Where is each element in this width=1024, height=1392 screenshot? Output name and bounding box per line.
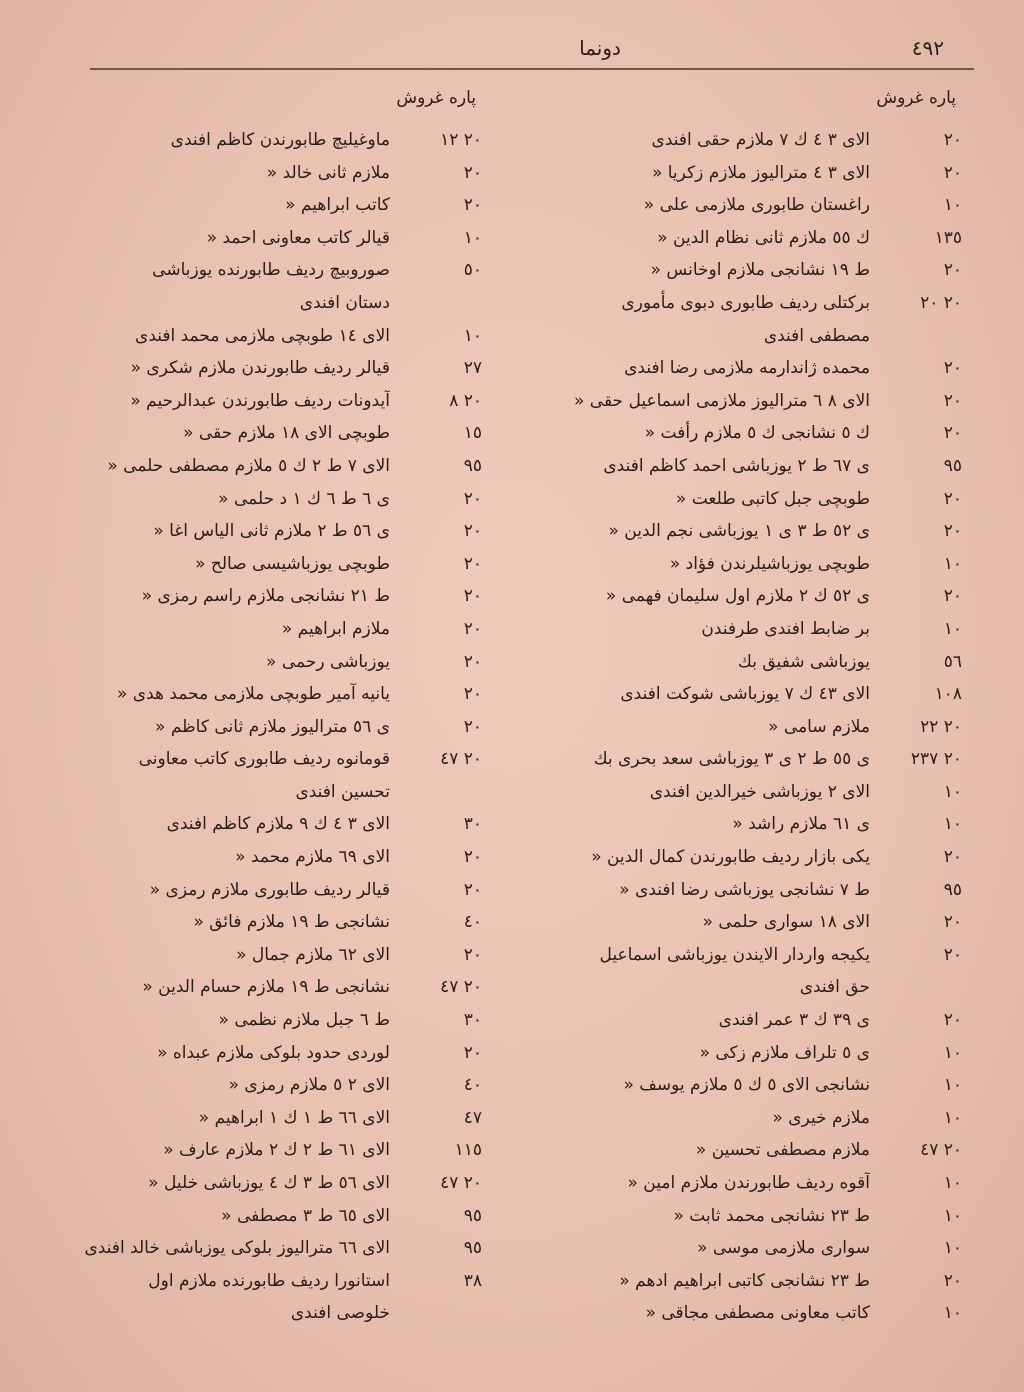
entry-text: ط ٦ جبل ملازم نظمی « [218, 1010, 390, 1031]
entry-text: سواری ملازمی موسی « [697, 1238, 870, 1259]
entry-text: ط ٧ نشانجی یوزباشی رضا افندی « [619, 879, 870, 900]
entry-text: الای ٦٦ ط ١ ك ١ ابراهیم « [198, 1107, 390, 1128]
list-item [52, 483, 482, 516]
list-item [52, 971, 482, 1004]
list-item [52, 613, 482, 646]
list-item [510, 808, 962, 841]
amount: ٢٠ [463, 521, 482, 542]
amount: ١٠ [943, 1075, 962, 1096]
list-item [510, 483, 962, 516]
amount: ٤٧ [463, 1107, 482, 1128]
amount: ٣٨ [463, 1270, 482, 1291]
entry-text: ی ٥ تلراف ملازم زکی « [699, 1042, 870, 1063]
entry-text: یکی بازار ردیف طابورندن کمال الدین « [591, 847, 870, 868]
entry-text: ملازم ابراهیم « [281, 618, 390, 639]
amount: ١١٥ [454, 1140, 482, 1161]
amount: ٩٥ [463, 1205, 482, 1226]
list-item [510, 874, 962, 907]
amount: ٢٠ [943, 586, 962, 607]
entry-text: الای ٢ ٥ ملازم رمزی « [228, 1075, 390, 1096]
amount: ٢٠ [463, 684, 482, 705]
amount: ٣٠ [463, 1010, 482, 1031]
entry-text: یکیجه واردار الایندن یوزباشی اسماعیل [599, 944, 870, 965]
list-item [52, 808, 482, 841]
page-header [80, 28, 944, 72]
amount: ٢٠ [463, 1042, 482, 1063]
entry-text: راغستان طابوری ملازمی علی « [643, 195, 870, 216]
list-item [52, 1004, 482, 1037]
list-item [52, 939, 482, 972]
amount: ٤٠ [463, 912, 482, 933]
entry-text: آیدونات ردیف طابورندن عبدالرحیم « [130, 390, 390, 411]
list-item [52, 646, 482, 679]
amount: ٢٠ ٢٠ [920, 292, 962, 313]
amount: ١٠ [463, 325, 482, 346]
amount: ٣٠ [463, 814, 482, 835]
amount: ١٠ [943, 781, 962, 802]
entry-text: ی ٥٦ ط ٢ ملازم ثانی الیاس اغا « [153, 521, 390, 542]
entry-text: الای ٦٥ ط ٣ مصطفی « [221, 1205, 390, 1226]
entry-text: الای ٦٦ مترالیوز بلوکی یوزباشی خالد افندی [84, 1238, 390, 1259]
entry-text: خلوصی افندی [290, 1303, 390, 1324]
list-item [510, 1134, 962, 1167]
list-item [52, 1167, 482, 1200]
entry-text: طوبچی الای ١٨ ملازم حقی « [183, 423, 390, 444]
list-item [510, 1200, 962, 1233]
amount: ٢٠ [463, 586, 482, 607]
list-item [52, 417, 482, 450]
amount: ٢٠ [463, 847, 482, 868]
list-item [510, 222, 962, 255]
left-column [52, 88, 482, 1330]
left-column-rows [52, 124, 482, 1330]
entry-text: طوبچی جبل کاتبی طلعت « [675, 488, 870, 509]
list-item [52, 1134, 482, 1167]
entry-text: ملازم ثانی خالد « [266, 162, 390, 183]
amount: ٢٠ [943, 521, 962, 542]
amount: ١٠ [943, 1303, 962, 1324]
entry-text: ط ١٩ نشانجی ملازم اوخانس « [650, 260, 870, 281]
list-item [510, 1102, 962, 1135]
list-item [510, 580, 962, 613]
amount: ٢٠ ١٢ [440, 130, 482, 150]
entry-text: ی ٥٢ ك ٢ ملازم اول سلیمان فهمی « [605, 586, 870, 607]
list-item [52, 580, 482, 613]
list-item [510, 385, 962, 418]
entry-text: یوزباشی رحمی « [266, 651, 390, 672]
amount: ٢٠ ٢٣٧ [910, 749, 962, 770]
list-item [510, 254, 962, 287]
amount: ١٠ [943, 1107, 962, 1128]
list-item [510, 1297, 962, 1330]
entry-text: آقوه ردیف طابورندن ملازم امین « [627, 1173, 870, 1193]
list-item [510, 450, 962, 483]
entry-text: مصطفی افندی [763, 325, 870, 346]
entry-text: ی ٣٩ ك ٣ عمر افندی [718, 1010, 870, 1031]
entry-text: دستان افندی [299, 292, 390, 313]
list-item [52, 776, 482, 809]
amount: ٩٥ [943, 879, 962, 900]
entry-text: طوبچی یوزباشیسی صالح « [195, 553, 390, 574]
header-rule [90, 68, 974, 70]
entry-text: محمده ژاندارمه ملازمی رضا افندی [624, 358, 870, 379]
list-item [510, 1069, 962, 1102]
amount: ٢٠ [943, 912, 962, 933]
list-item [510, 711, 962, 744]
amount: ٤٠ [463, 1075, 482, 1096]
amount: ٢٠ ٤٧ [440, 749, 482, 770]
amount: ١٠ [943, 1238, 962, 1259]
amount: ٢٠ [463, 618, 482, 639]
page-number: ٤٩٢ [911, 36, 944, 60]
list-item [52, 1069, 482, 1102]
list-item [52, 1297, 482, 1330]
amount: ٢٠ [943, 847, 962, 868]
entry-text: الای ٣ ٤ مترالیوز ملازم زکریا « [651, 162, 870, 183]
entry-text: حق افندی [799, 977, 870, 998]
list-item [510, 189, 962, 222]
amount: ٢٠ ٤٧ [440, 1173, 482, 1193]
list-item [52, 678, 482, 711]
list-item [510, 287, 962, 320]
amount: ٢٠ ٤٧ [920, 1140, 962, 1161]
entry-text: یوزباشی شفیق بك [737, 651, 870, 672]
entry-text: الای ٣ ٤ ك ٩ ملازم کاظم افندی [166, 814, 390, 835]
list-item [510, 646, 962, 679]
amount: ١٠ [463, 227, 482, 248]
amount: ١٠ [943, 814, 962, 835]
entry-text: الای ٨ ٦ مترالیوز ملازمی اسماعیل حقی « [573, 390, 870, 411]
entry-text: الای ٦٢ ملازم جمال « [236, 944, 390, 965]
entry-text: تحسین افندی [295, 781, 390, 802]
entry-text: ی ٥٥ ط ٢ ی ٣ یوزباشی سعد بحری بك [593, 749, 870, 770]
entry-text: قیالر ردیف طابوری ملازم رمزی « [149, 879, 390, 900]
list-item [52, 287, 482, 320]
entry-text: طوبچی یوزباشیلرندن فؤاد « [669, 553, 870, 574]
amount: ١٠ [943, 1173, 962, 1193]
amount: ١٠ [943, 1205, 962, 1226]
list-item [52, 1265, 482, 1298]
amount: ١٥ [463, 423, 482, 444]
entry-text: ملازم سامی « [768, 716, 870, 737]
list-item [510, 320, 962, 353]
amount: ٢٠ [463, 944, 482, 965]
entry-text: ی ٦٧ ط ٢ یوزباشی احمد کاظم افندی [603, 455, 870, 476]
list-item [52, 450, 482, 483]
entry-text: استانورا ردیف طابورنده ملازم اول [148, 1270, 390, 1291]
entry-text: ملازم مصطفی تحسین « [695, 1140, 870, 1161]
amount: ٩٥ [463, 455, 482, 476]
entry-text: الای ٦٩ ملازم محمد « [235, 847, 390, 868]
list-item [52, 385, 482, 418]
entry-text: برکتلی ردیف طابوری دبوی مأموری [621, 292, 870, 313]
list-item [510, 352, 962, 385]
amount: ١٠ [943, 553, 962, 574]
amount: ٢٠ [943, 488, 962, 509]
amount: ٢٠ [463, 879, 482, 900]
amount: ١٠٨ [934, 684, 962, 705]
entry-text: بر ضابط افندی طرفندن [701, 618, 870, 639]
amount: ٢٠ [943, 1270, 962, 1291]
list-item [52, 711, 482, 744]
entry-text: قیالر ردیف طابورندن ملازم شکری « [130, 358, 390, 379]
entry-text: الای ٣ ٤ ك ٧ ملازم حقی افندی [651, 130, 870, 150]
list-item [510, 841, 962, 874]
list-item [52, 548, 482, 581]
entry-text: قومانوه ردیف طابوری کاتب معاونی [138, 749, 390, 770]
list-item [510, 613, 962, 646]
list-item [510, 548, 962, 581]
entry-text: ملازم خیری « [772, 1107, 870, 1128]
list-item [52, 189, 482, 222]
entry-text: ط ٢٣ نشانجی کاتبی ابراهیم ادهم « [619, 1270, 870, 1291]
amount: ٢٠ [463, 162, 482, 183]
entry-text: کاتب معاونی مصطفی مجاقی « [645, 1303, 870, 1324]
amount: ١٣٥ [934, 227, 962, 248]
list-item [510, 515, 962, 548]
amount: ٢٠ [943, 162, 962, 183]
entry-text: ك ٥٥ ملازم ثانی نظام الدین « [657, 227, 870, 248]
list-item [52, 1232, 482, 1265]
list-item [52, 906, 482, 939]
list-item [510, 939, 962, 972]
list-item [52, 743, 482, 776]
list-item [52, 124, 482, 157]
amount: ٢٠ [943, 944, 962, 965]
list-item [52, 874, 482, 907]
entry-text: یانیه آمیر طوبچی ملازمی محمد هدی « [117, 684, 390, 705]
entry-text: ط ٢٣ نشانجی محمد ثابت « [673, 1205, 870, 1226]
entry-text: الای ٥٦ ط ٣ ك ٤ یوزباشی خلیل « [148, 1173, 390, 1193]
entry-text: الای ٧ ط ٢ ك ٥ ملازم مصطفی حلمی « [107, 455, 390, 476]
amount: ٢٠ [463, 651, 482, 672]
entry-text: قیالر کاتب معاونی احمد « [206, 227, 390, 248]
amount: ٢٠ [943, 358, 962, 379]
entry-text: صوروبیچ ردیف طابورنده یوزباشی [152, 260, 390, 281]
entry-text: الای ١٤ طوبچی ملازمی محمد افندی [135, 325, 390, 346]
right-column-rows [510, 124, 962, 1330]
amount: ٩٥ [463, 1238, 482, 1259]
amount: ٩٥ [943, 455, 962, 476]
list-item [510, 157, 962, 190]
list-item [510, 678, 962, 711]
list-item [510, 776, 962, 809]
entry-text: ی ٦ ط ٦ ك ١ د حلمی « [218, 488, 390, 509]
list-item [52, 1102, 482, 1135]
entry-text: ك ٥ نشانجی ك ٥ ملازم رأفت « [644, 423, 870, 444]
amount: ٥٦ [943, 651, 962, 672]
list-item [510, 417, 962, 450]
running-title: دونما [579, 36, 621, 60]
amount: ١٠ [943, 195, 962, 216]
list-item [510, 743, 962, 776]
entry-text: ی ٥٢ ط ٣ ی ١ یوزباشی نجم الدین « [608, 521, 870, 542]
amount: ٢٠ [463, 553, 482, 574]
list-item [52, 254, 482, 287]
list-item [510, 1265, 962, 1298]
list-item [52, 515, 482, 548]
amount: ٢٠ [943, 423, 962, 444]
amount: ١٠ [943, 618, 962, 639]
amount: ٢٠ ٢٢ [920, 716, 962, 737]
amount: ٢٠ [943, 130, 962, 150]
list-item [510, 1232, 962, 1265]
amount: ٢٧ [463, 358, 482, 379]
list-item [510, 971, 962, 1004]
list-item [52, 841, 482, 874]
currency-heading: پاره غروش [396, 88, 476, 108]
amount: ٢٠ [943, 1010, 962, 1031]
amount: ٢٠ [943, 390, 962, 411]
amount: ٢٠ [463, 716, 482, 737]
amount: ٢٠ [463, 488, 482, 509]
amount: ٢٠ [943, 260, 962, 281]
amount: ٥٠ [463, 260, 482, 281]
entry-text: لوردی حدود بلوکی ملازم عبداه « [157, 1042, 390, 1063]
entry-text: الای ٦١ ط ٢ ك ٢ ملازم عارف « [163, 1140, 390, 1161]
amount: ٢٠ ٨ [449, 390, 482, 411]
list-item [52, 1037, 482, 1070]
list-item [510, 1167, 962, 1200]
entry-text: ی ٦١ ملازم راشد « [732, 814, 870, 835]
entry-text: نشانجی ط ١٩ ملازم فائق « [193, 912, 390, 933]
list-item [52, 1200, 482, 1233]
entry-text: نشانجی ط ١٩ ملازم حسام الدین « [142, 977, 390, 998]
amount: ٢٠ ٤٧ [440, 977, 482, 998]
amount: ١٠ [943, 1042, 962, 1063]
list-item [510, 1037, 962, 1070]
entry-text: نشانجی الای ٥ ك ٥ ملازم یوسف « [623, 1075, 870, 1096]
entry-text: کاتب ابراهیم « [285, 195, 390, 216]
list-item [52, 157, 482, 190]
list-item [52, 320, 482, 353]
entry-text: الای ٢ یوزباشی خیرالدین افندی [649, 781, 870, 802]
list-item [510, 1004, 962, 1037]
entry-text: ماوغیلیچ طابورندن کاظم افندی [170, 130, 390, 150]
list-item [510, 906, 962, 939]
entry-text: ی ٥٦ مترالیوز ملازم ثانی کاظم « [155, 716, 390, 737]
list-item [510, 124, 962, 157]
entry-text: ط ٢١ نشانجی ملازم راسم رمزی « [141, 586, 390, 607]
entry-text: الای ٤٣ ك ٧ یوزباشی شوکت افندی [620, 684, 870, 705]
right-column [510, 88, 962, 1330]
list-item [52, 222, 482, 255]
list-item [52, 352, 482, 385]
amount: ٢٠ [463, 195, 482, 216]
entry-text: الای ١٨ سواری حلمی « [702, 912, 870, 933]
currency-heading: پاره غروش [876, 88, 956, 108]
